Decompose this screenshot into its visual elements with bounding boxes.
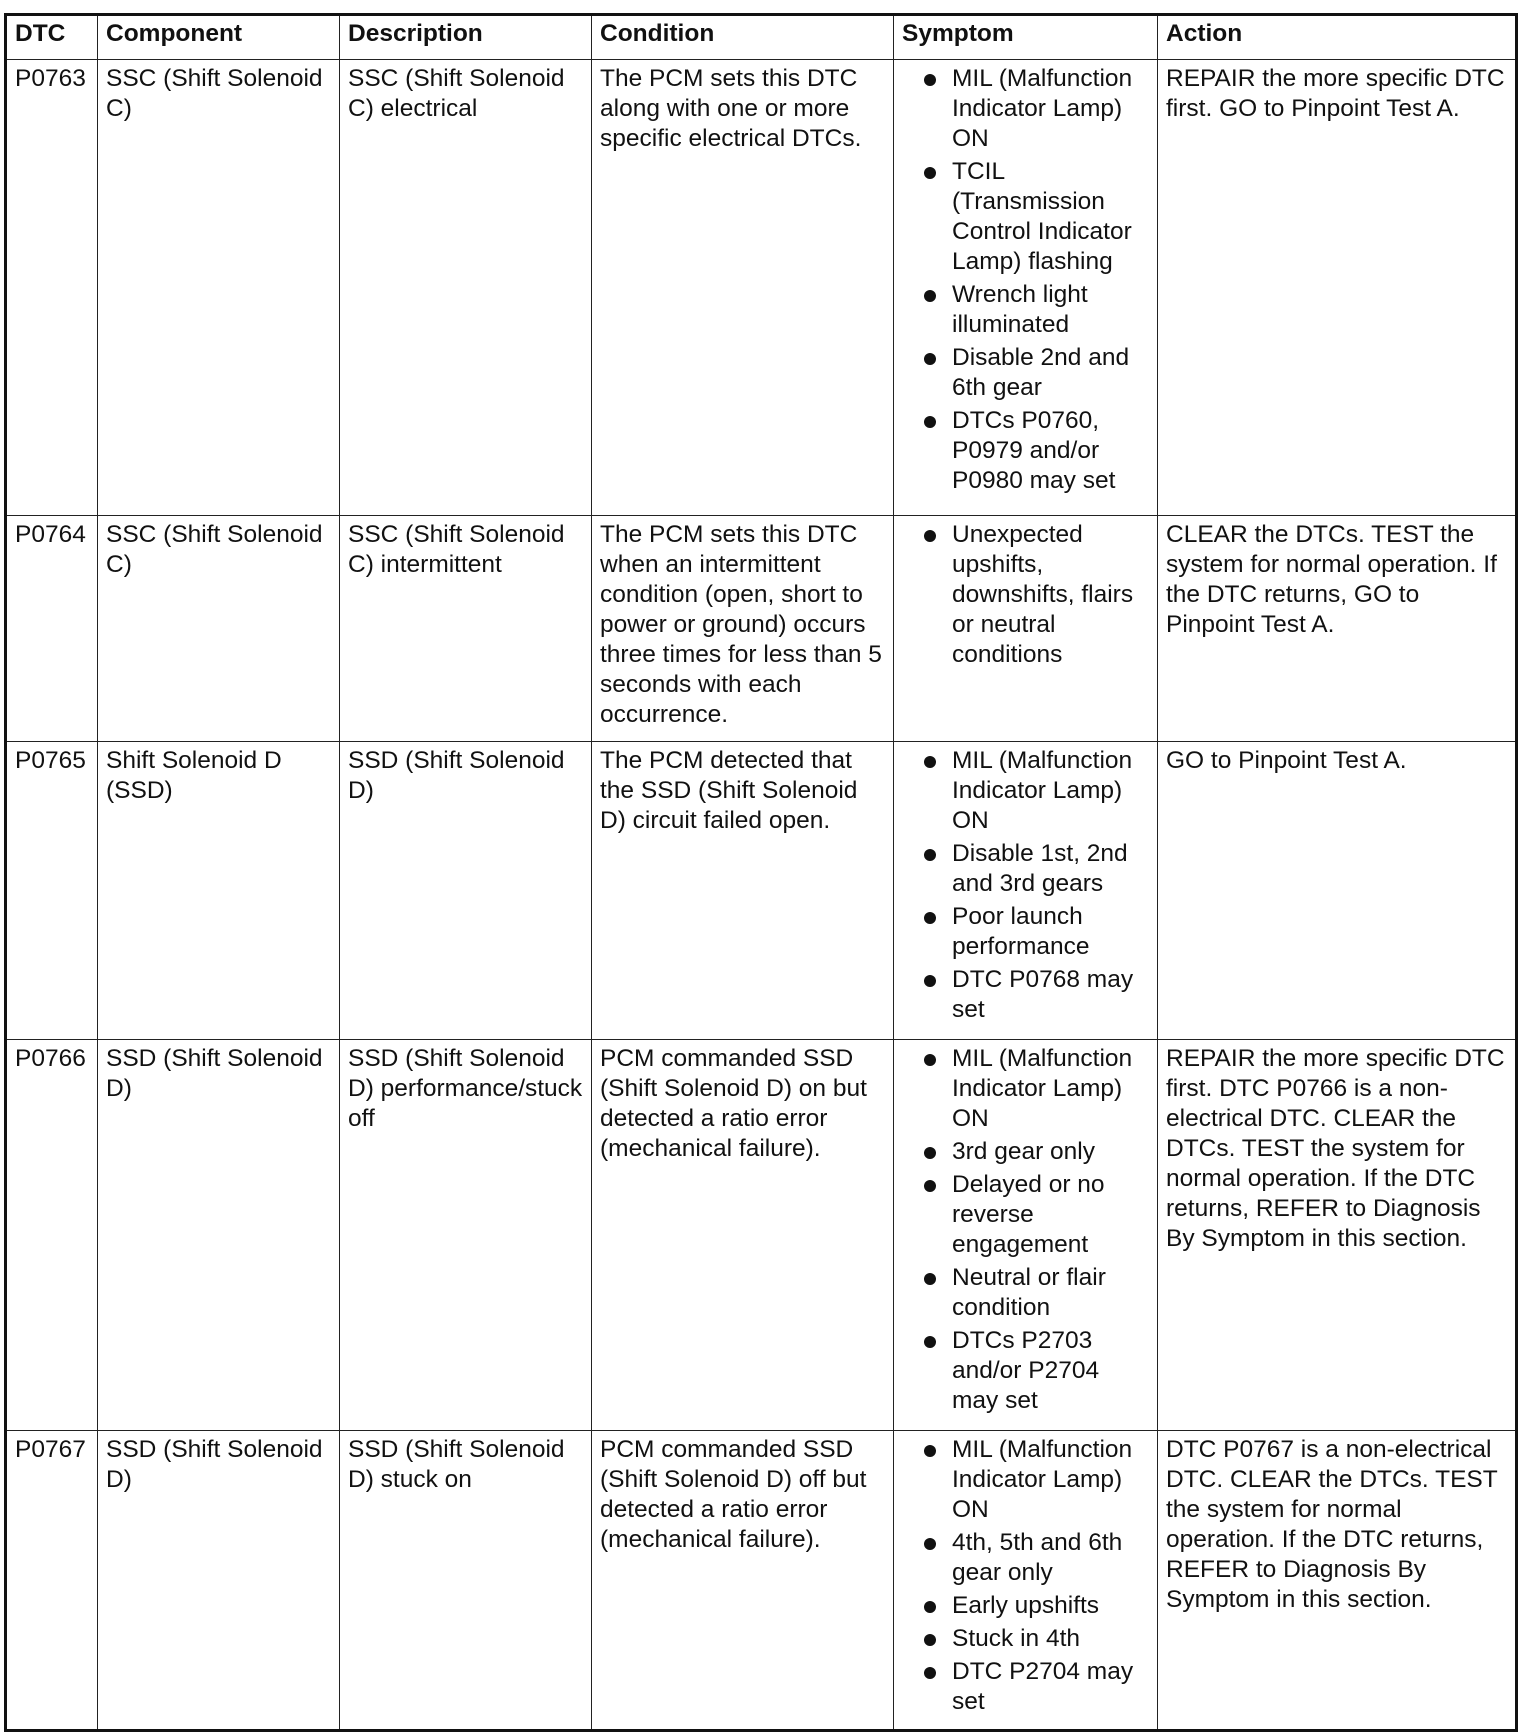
action-cell: REPAIR the more specific DTC first. GO to Pinpoint Test A. bbox=[1158, 60, 1517, 516]
condition-cell: PCM commanded SSD (Shift Solenoid D) off but detected a ratio error (mechanical failure). bbox=[592, 1431, 894, 1731]
action-cell: REPAIR the more specific DTC first. DTC P0766 is a non-electrical DTC. CLEAR the DTCs. TEST the system for normal operation. If the DTC returns, REFER to Diagnosis By Symptom in this section. bbox=[1158, 1040, 1517, 1431]
condition-cell: The PCM sets this DTC along with one or more specific electrical DTCs. bbox=[592, 60, 894, 516]
condition-cell: The PCM sets this DTC when an intermittent condition (open, short to power or ground) occurs three times for less than 5 seconds with each occurrence. bbox=[592, 516, 894, 742]
symptom-list bbox=[902, 520, 1149, 670]
dtc-code: P0767 bbox=[6, 1431, 98, 1731]
component-cell: SSC (Shift Solenoid C) bbox=[98, 60, 340, 516]
symptom-list bbox=[902, 746, 1149, 1025]
symptom-item: Stuck in 4th bbox=[902, 1624, 1149, 1654]
symptom-item: Disable 1st, 2nd and 3rd gears bbox=[902, 839, 1149, 899]
symptom-item: 4th, 5th and 6th gear only bbox=[902, 1528, 1149, 1588]
description-cell: SSD (Shift Solenoid D) performance/stuck off bbox=[340, 1040, 592, 1431]
header-dtc: DTC bbox=[6, 15, 98, 60]
component-cell: SSD (Shift Solenoid D) bbox=[98, 1040, 340, 1431]
symptom-item: DTCs P2703 and/or P2704 may set bbox=[902, 1326, 1149, 1416]
header-row bbox=[6, 15, 1517, 60]
dtc-code: P0764 bbox=[6, 516, 98, 742]
header-description: Description bbox=[340, 15, 592, 60]
table-row bbox=[6, 1040, 1517, 1431]
header-component: Component bbox=[98, 15, 340, 60]
dtc-code: P0766 bbox=[6, 1040, 98, 1431]
symptom-item: Early upshifts bbox=[902, 1591, 1149, 1621]
header-action: Action bbox=[1158, 15, 1517, 60]
description-cell: SSC (Shift Solenoid C) intermittent bbox=[340, 516, 592, 742]
symptom-item: Disable 2nd and 6th gear bbox=[902, 343, 1149, 403]
symptom-item: DTC P2704 may set bbox=[902, 1657, 1149, 1717]
dtc-table bbox=[4, 13, 1518, 1732]
description-cell: SSC (Shift Solenoid C) electrical bbox=[340, 60, 592, 516]
symptom-item: Neutral or flair condition bbox=[902, 1263, 1149, 1323]
symptom-cell bbox=[894, 1431, 1158, 1731]
component-cell: SSD (Shift Solenoid D) bbox=[98, 1431, 340, 1731]
dtc-code: P0765 bbox=[6, 742, 98, 1040]
symptom-item: 3rd gear only bbox=[902, 1137, 1149, 1167]
symptom-cell bbox=[894, 1040, 1158, 1431]
symptom-item: Poor launch performance bbox=[902, 902, 1149, 962]
table-row bbox=[6, 1431, 1517, 1731]
header-condition: Condition bbox=[592, 15, 894, 60]
symptom-item: MIL (Malfunction Indicator Lamp) ON bbox=[902, 1435, 1149, 1525]
symptom-item: MIL (Malfunction Indicator Lamp) ON bbox=[902, 746, 1149, 836]
condition-cell: The PCM detected that the SSD (Shift Solenoid D) circuit failed open. bbox=[592, 742, 894, 1040]
table-row bbox=[6, 742, 1517, 1040]
header-symptom: Symptom bbox=[894, 15, 1158, 60]
symptom-cell bbox=[894, 742, 1158, 1040]
symptom-item: Unexpected upshifts, downshifts, flairs or neutral conditions bbox=[902, 520, 1149, 670]
symptom-list bbox=[902, 64, 1149, 496]
component-cell: Shift Solenoid D (SSD) bbox=[98, 742, 340, 1040]
symptom-list bbox=[902, 1435, 1149, 1717]
symptom-item: TCIL (Transmission Control Indicator Lamp) flashing bbox=[902, 157, 1149, 277]
dtc-code: P0763 bbox=[6, 60, 98, 516]
component-cell: SSC (Shift Solenoid C) bbox=[98, 516, 340, 742]
description-cell: SSD (Shift Solenoid D) bbox=[340, 742, 592, 1040]
symptom-item: MIL (Malfunction Indicator Lamp) ON bbox=[902, 64, 1149, 154]
action-cell: CLEAR the DTCs. TEST the system for normal operation. If the DTC returns, GO to Pinpoint Test A. bbox=[1158, 516, 1517, 742]
symptom-list bbox=[902, 1044, 1149, 1416]
symptom-item: DTCs P0760, P0979 and/or P0980 may set bbox=[902, 406, 1149, 496]
description-cell: SSD (Shift Solenoid D) stuck on bbox=[340, 1431, 592, 1731]
symptom-cell bbox=[894, 60, 1158, 516]
symptom-item: DTC P0768 may set bbox=[902, 965, 1149, 1025]
symptom-cell bbox=[894, 516, 1158, 742]
table-row bbox=[6, 516, 1517, 742]
action-cell: DTC P0767 is a non-electrical DTC. CLEAR the DTCs. TEST the system for normal operation. If the DTC returns, REFER to Diagnosis By Symptom in this section. bbox=[1158, 1431, 1517, 1731]
symptom-item: MIL (Malfunction Indicator Lamp) ON bbox=[902, 1044, 1149, 1134]
symptom-item: Delayed or no reverse engagement bbox=[902, 1170, 1149, 1260]
symptom-item: Wrench light illuminated bbox=[902, 280, 1149, 340]
action-cell: GO to Pinpoint Test A. bbox=[1158, 742, 1517, 1040]
condition-cell: PCM commanded SSD (Shift Solenoid D) on but detected a ratio error (mechanical failure). bbox=[592, 1040, 894, 1431]
table-row bbox=[6, 60, 1517, 516]
